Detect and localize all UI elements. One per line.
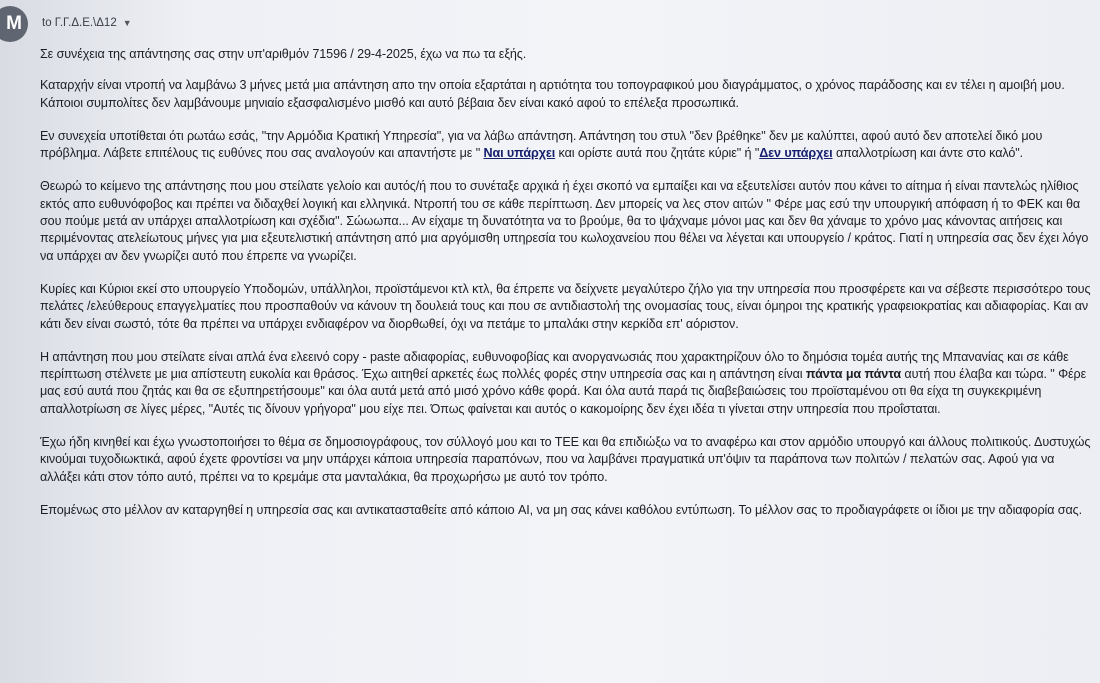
sender-avatar[interactable]	[0, 6, 28, 42]
caret-down-icon[interactable]: ▼	[122, 18, 132, 28]
paragraph-conclusion: Επομένως στο μέλλον αν καταργηθεί η υπηρεσία σας και αντικατασταθείτε από κάποιο AI, να μη σας κάνει καθόλου εντύπωση. Το μέλλον σας το προδιαγράφετε οι ίδιοι με την αδιαφορία σας.	[40, 502, 1083, 517]
paragraph-complaint-delay: Καταρχήν είναι ντροπή να λαμβάνω 3 μήνες μετά μια απάντηση απο την οποία εξαρτάται η αρτιότητα του τοπογραφικού μου διαγράμματος, ο χρόνος παράδοσης και εν τέλει η αμοιβή μου. Κάποιοι συμπολίτες δεν λαμβάνουμε μηνιαίο εξασφαλισμένο μισθό και αυτό βέβαια δεν είναι κακό αφού το επέλεξα προσωπικά.	[40, 78, 1065, 110]
paragraph-ministry-address: Κυρίες και Κύριοι εκεί στο υπουργείο Υποδομών, υπάλληλοι, προϊστάμενοι κτλ κτλ, θα έπρεπε να δείχνετε μεγαλύτερο ζήλο για την υπηρεσία που προσφέρετε και να σέβεστε περισσότερο τους πελάτες /ελεύθερους επαγγελματίες που προσπαθούν να κάνουν τη δουλειά τους και που σε αντιδιαστολή της ονομασίας τους, είναι όμηροι της κρατικής γραφειοκρατίας και αδιαφορίας. Και αν κάτι δεν είναι σωστό, τότε θα πρέπει να υπάρχει ενδιαφέρον να διορθωθεί, όχι να πετάμε το μπαλάκι στην κερκίδα επ' αόριστον.	[40, 281, 1091, 331]
paragraph-text: αυτή που έλαβα και τώρα. " Φέρε μας εσύ αυτά που ζητάς και θα σε εξυπηρετήσουμε" και όλα αυτά μετά από μισό χρόνο κάθε φορά. Και όλα αυτά παρά τις διαβεβαιώσεις του προϊσταμένου οτι θα είχα τη συγκεκριμένη απαλλοτρίωση σε λίγες μέρες, "Αυτές τις δίνουν γρήγορα" μου είχε πει. Όπως φαίνεται και αυτός ο κακομοίρης δεν έχει ιδέα τι γίνεται στην υπηρεσία που προΐσταται.	[40, 367, 1087, 416]
paragraph-text: Εν συνεχεία υποτίθεται ότι ρωτάω εσάς, "την Αρμόδια Κρατική Υπηρεσία", για να λάβω απάντηση. Απάντηση του στυλ "δεν βρέθηκε" δεν με καλύπτει, αφού αυτό δεν αποτελεί δικό μου πρόβλημα. Λάβετε επιτέλους τις ευθύνες που σας αναλογούν και απαντήστε με "	[40, 128, 1043, 161]
paragraph-text: απαλλοτρίωση και άντε στο καλό".	[832, 146, 1024, 161]
paragraph-ridiculous-reply: Θεωρώ το κείμενο της απάντησης που μου στείλατε γελοίο και αυτός/ή που το συνέταξε αρχικά ή έχει σκοπό να εμπαίξει και να εξευτελίσει αυτόν που κάνει το αίτημα ή είναι παντελώς ηλίθιος εκτός απο ευθυνόφοβος και πρέπει να διδαχθεί λογική και ελληνικά. Ντροπή του σε κάθε περίπτωση. Δεν μπορείς να λες στον αιτών " Φέρε μας εσύ την υπουργική απόφαση ή το ΦΕΚ και θα σου πούμε μετά αν υπάρχει απαλλοτρίωση και σχέδια". Σώωωπα... Αν είχαμε τη δυνατότητα να το βρούμε, θα το ψάχναμε μόνοι μας και δεν θα χάναμε το χρόνο μας κάνοντας αιτήσεις και περιμένοντας ατελείωτους μήνες για μια εξευτελιστική απάντηση από μια αργόμισθη υπηρεσία του κωλοχανείου που θέλει να λέγεται και υπουργείο / κράτος. Γιατί η υπηρεσία σας δεν έχει λόγο να υπάρχει αν δεν γνωρίζει αυτό που έπρεπε να γνωρίζει.	[40, 179, 1089, 263]
paragraph-text: Η απάντηση που μου στείλατε είναι απλά ένα ελεεινό copy - paste αδιαφορίας, ευθυνοφοβίας και ανοργανωσιάς που χαρακτηρίζουν όλο το δημόσια τομέα αυτής της Μπανανίας και σε κάθε περίπτωση στέλνετε με μια απίστευτη ευκολία και θράσος. Έχω αιτηθεί αρκετές έως πολλές φορές στην υπηρεσία σας και η απάντηση είναι	[40, 349, 1069, 382]
paragraph-responsibility	[40, 128, 1095, 163]
paragraph-copy-paste	[40, 349, 1095, 418]
recipient-line[interactable]	[42, 17, 132, 29]
paragraph-intro: Σε συνέχεια της απάντησης σας στην υπ'αριθμόν 71596 / 29-4-2025, έχω να πω τα εξής.	[40, 47, 527, 61]
email-body	[40, 46, 1095, 535]
link-den-yparxei[interactable]: Δεν υπάρχει	[759, 146, 833, 161]
emphasis-always: πάντα μα πάντα	[805, 367, 902, 382]
link-nai-yparxei[interactable]: Ναι υπάρχει	[483, 146, 556, 161]
paragraph-actions-taken: Έχω ήδη κινηθεί και έχω γνωστοποιήσει το θέμα σε δημοσιογράφους, τον σύλλογό μου και το ΤΕΕ και θα επιδιώξω να το αναφέρω και στον αρμόδιο υπουργό και άλλους πολιτικούς. Δυστυχώς κινούμαι τυχοδιωκτικά, αφού έχετε φροντίσει να μην υπάρχει κάποια υπηρεσία παραπόνων, που να λαμβάνει πραγματικά υπ'όψιν τα παράπονα των πολιτών / πελατών σας. Αφού για να αλλάξει κάτι στον τόπο αυτό, πρέπει να το κρεμάμε στα μανταλάκια, θα προχωρήσω με αυτό τον τρόπο.	[40, 435, 1091, 484]
recipient-label: to Γ.Γ.Δ.Ε.\Δ12	[42, 17, 117, 29]
paragraph-text: και ορίστε αυτά που ζητάτε κύριε" ή "	[555, 146, 760, 161]
avatar-letter: M	[6, 13, 22, 34]
